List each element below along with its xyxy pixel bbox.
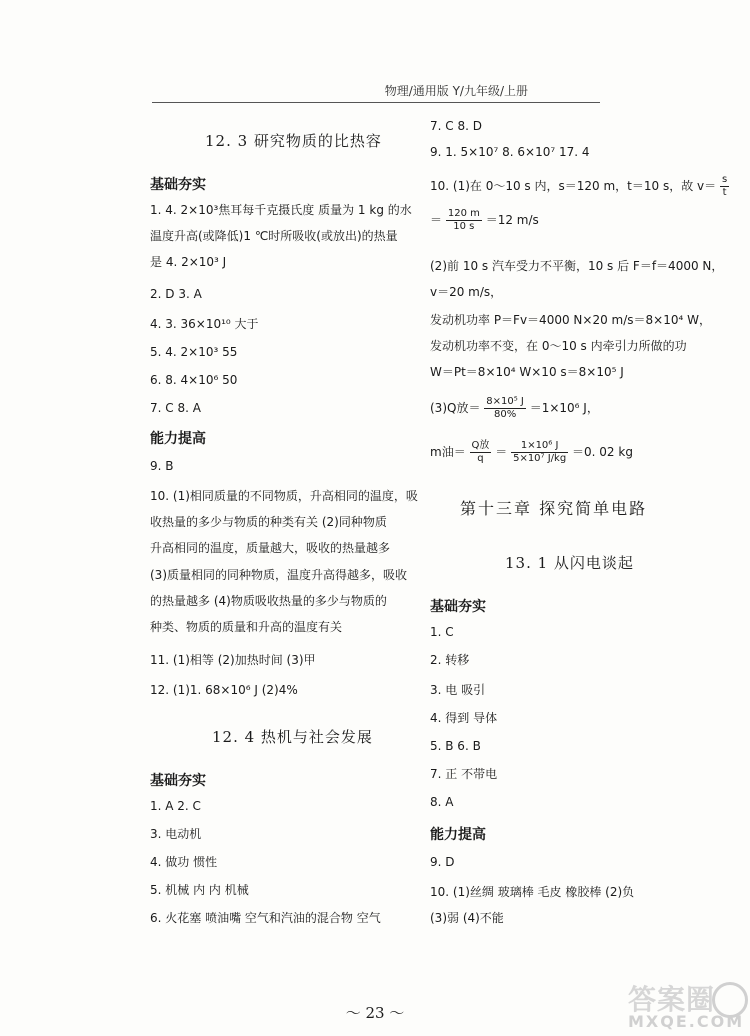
answer-line: 9. B bbox=[150, 459, 174, 473]
answer-line: 9. D bbox=[430, 855, 455, 869]
answer-line: 7. C 8. A bbox=[150, 401, 201, 415]
answer-line: (3)弱 (4)不能 bbox=[430, 911, 504, 925]
fraction-denominator: t bbox=[722, 187, 727, 198]
answer-text: m油＝ bbox=[430, 445, 466, 459]
answer-line: 8. A bbox=[430, 795, 454, 809]
answer-line: W＝Pt＝8×10⁴ W×10 s＝8×10⁵ J bbox=[430, 365, 624, 379]
answer-line: 是 4. 2×10³ J bbox=[150, 255, 227, 269]
answer-line: 3. 电 吸引 bbox=[430, 683, 486, 697]
answer-line bbox=[430, 208, 539, 233]
section-title-12-4: 12. 4 热机与社会发展 bbox=[212, 728, 373, 746]
fraction-numerator: 8×10⁵ J bbox=[486, 396, 524, 407]
answer-line: 温度升高(或降低)1 ℃时所吸收(或放出)的热量 bbox=[150, 229, 398, 243]
subheading-basic: 基础夯实 bbox=[150, 773, 206, 789]
watermark-logo-text: 答案圈 bbox=[628, 983, 716, 1016]
subheading-advanced: 能力提高 bbox=[150, 431, 206, 447]
answer-line: (3)质量相同的同种物质，温度升高得越多，吸收 bbox=[150, 568, 407, 582]
answer-text: ＝ bbox=[430, 213, 443, 227]
fraction-numerator: 120 m bbox=[447, 208, 480, 219]
fraction bbox=[511, 440, 568, 465]
answer-line: 收热量的多少与物质的种类有关 (2)同种物质 bbox=[150, 515, 387, 529]
fraction bbox=[484, 396, 526, 421]
answer-line: 1. 4. 2×10³焦耳每千克摄氏度 质量为 1 kg 的水 bbox=[150, 203, 412, 217]
fraction bbox=[446, 208, 482, 233]
fraction-denominator: 80% bbox=[493, 409, 517, 420]
answer-text: ＝12 m/s bbox=[485, 213, 539, 227]
answer-line: 6. 8. 4×10⁶ 50 bbox=[150, 373, 238, 387]
answer-line: 发动机功率不变，在 0～10 s 内牵引力所做的功 bbox=[430, 339, 687, 353]
answer-line: 2. D 3. A bbox=[150, 287, 202, 301]
answer-line: 12. (1)1. 68×10⁶ J (2)4% bbox=[150, 683, 298, 697]
answer-line: 4. 做功 惯性 bbox=[150, 855, 218, 869]
answer-line: 5. 4. 2×10³ 55 bbox=[150, 345, 238, 359]
subheading-basic: 基础夯实 bbox=[150, 177, 206, 193]
section-title-12-3: 12. 3 研究物质的比热容 bbox=[205, 132, 382, 150]
answer-line: 11. (1)相等 (2)加热时间 (3)甲 bbox=[150, 653, 316, 667]
answer-line: 6. 火花塞 喷油嘴 空气和汽油的混合物 空气 bbox=[150, 911, 381, 925]
answer-line: 种类、物质的质量和升高的温度有关 bbox=[150, 620, 343, 634]
answer-line: 的热量越多 (4)物质吸收热量的多少与物质的 bbox=[150, 594, 387, 608]
answer-line bbox=[430, 440, 633, 465]
answer-line: 5. 机械 内 内 机械 bbox=[150, 883, 249, 897]
answer-line: 3. 电动机 bbox=[150, 827, 202, 841]
answer-line: 4. 3. 36×10¹⁰ 大于 bbox=[150, 317, 259, 331]
answer-text: ＝1×10⁶ J， bbox=[529, 401, 599, 415]
answer-line bbox=[430, 396, 599, 421]
subheading-basic: 基础夯实 bbox=[430, 599, 486, 615]
answer-line: 升高相同的温度，质量越大，吸收的热量越多 bbox=[150, 541, 391, 555]
answer-text: 10. (1)在 0～10 s 内，s＝120 m，t＝10 s，故 v＝ bbox=[430, 179, 717, 193]
chapter-title: 第十三章 探究简单电路 bbox=[460, 499, 648, 518]
fraction bbox=[470, 440, 492, 465]
subheading-advanced: 能力提高 bbox=[430, 827, 486, 843]
answer-line: v＝20 m/s， bbox=[430, 285, 503, 299]
running-header bbox=[152, 76, 600, 103]
answer-text: ＝0. 02 kg bbox=[572, 445, 633, 459]
answer-line bbox=[430, 174, 729, 199]
answer-text: (3)Q放＝ bbox=[430, 401, 481, 415]
watermark-url: MXQE.COM bbox=[628, 1012, 745, 1031]
fraction-denominator: q bbox=[477, 453, 484, 464]
fraction-numerator: Q放 bbox=[471, 440, 490, 451]
fraction-numerator: 1×10⁶ J bbox=[511, 440, 568, 453]
page-number: ～ 23 ～ bbox=[345, 1004, 405, 1022]
answer-line: 2. 转移 bbox=[430, 653, 470, 667]
section-title-13-1: 13. 1 从闪电谈起 bbox=[505, 554, 634, 572]
answer-line: 4. 得到 导体 bbox=[430, 711, 498, 725]
answer-text: ＝ bbox=[495, 445, 508, 459]
answer-line: 1. A 2. C bbox=[150, 799, 201, 813]
answer-line: 9. 1. 5×10⁷ 8. 6×10⁷ 17. 4 bbox=[430, 145, 590, 159]
fraction-denominator: 10 s bbox=[453, 221, 475, 232]
answer-line: 5. B 6. B bbox=[430, 739, 481, 753]
header-title: 物理/通用版 Y/九年级/上册 bbox=[384, 84, 528, 98]
answer-line: 发动机功率 P＝Fv＝4000 N×20 m/s＝8×10⁴ W， bbox=[430, 313, 711, 327]
answer-line: (2)前 10 s 汽车受力不平衡，10 s 后 F＝f＝4000 N， bbox=[430, 259, 724, 273]
answer-line: 7. C 8. D bbox=[430, 119, 482, 133]
answer-line: 10. (1)相同质量的不同物质，升高相同的温度，吸 bbox=[150, 489, 418, 503]
fraction-numerator: s bbox=[721, 174, 728, 185]
answer-line: 7. 正 不带电 bbox=[430, 767, 498, 781]
fraction-denominator: 5×10⁷ J/kg bbox=[513, 453, 567, 464]
answer-line: 1. C bbox=[430, 625, 454, 639]
answer-line: 10. (1)丝绸 玻璃棒 毛皮 橡胶棒 (2)负 bbox=[430, 885, 635, 899]
fraction bbox=[720, 174, 729, 199]
